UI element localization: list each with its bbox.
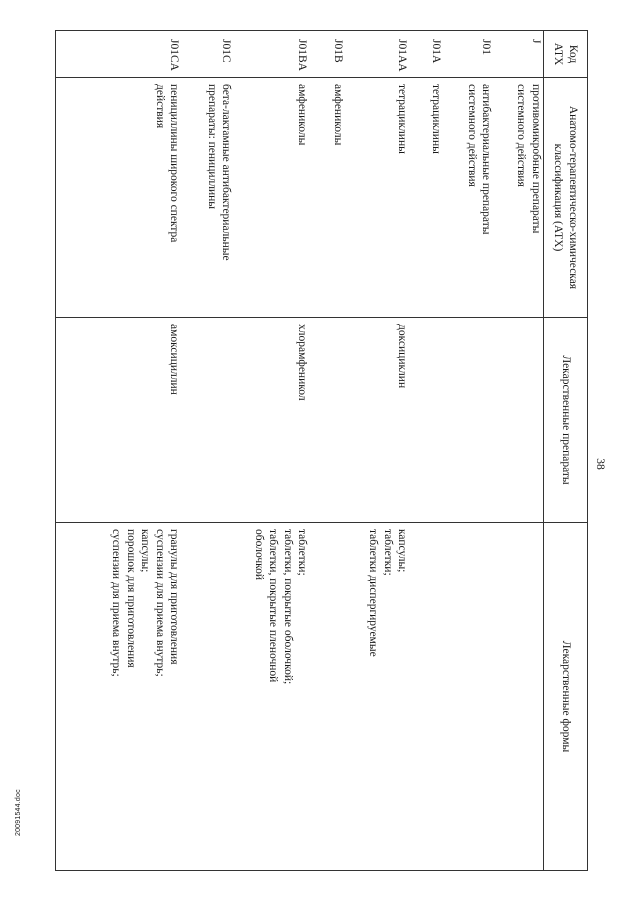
page-number: 38: [594, 458, 606, 470]
cell-forms: [494, 523, 544, 871]
cell-code: J01A: [410, 31, 444, 78]
cell-code: J01C: [182, 31, 234, 78]
drug-table: [55, 30, 588, 871]
header-code: Код АТХ: [544, 31, 588, 78]
table-row: [56, 31, 182, 871]
cell-drug: [182, 318, 234, 523]
cell-drug: доксициклин: [346, 318, 410, 523]
table-row: [444, 31, 494, 871]
header-forms: Лекарственные формы: [544, 523, 588, 871]
cell-code: J01B: [310, 31, 346, 78]
cell-atc: противомикробные препараты системного действия: [494, 78, 544, 318]
cell-forms: капсулы; таблетки; таблетки диспергируемые: [346, 523, 410, 871]
cell-atc: амфениколы: [234, 78, 310, 318]
cell-forms: [182, 523, 234, 871]
table-row: [234, 31, 310, 871]
cell-code: J: [494, 31, 544, 78]
cell-code: J01CA: [56, 31, 182, 78]
cell-forms: [444, 523, 494, 871]
cell-code: J01BA: [234, 31, 310, 78]
table-row: [310, 31, 346, 871]
cell-drug: [494, 318, 544, 523]
cell-atc: бета-лактамные антибактериальные препараты: пенициллины: [182, 78, 234, 318]
cell-atc: амфениколы: [310, 78, 346, 318]
footer-file-code: 20091544.doc: [15, 789, 22, 836]
cell-forms: [310, 523, 346, 871]
rotated-content: [55, 30, 607, 870]
cell-drug: амоксициллин: [56, 318, 182, 523]
cell-drug: [310, 318, 346, 523]
cell-atc: тетрациклины: [410, 78, 444, 318]
cell-drug: [444, 318, 494, 523]
table-row: [182, 31, 234, 871]
table-row: [346, 31, 410, 871]
cell-atc: тетрациклины: [346, 78, 410, 318]
header-drugs: Лекарственные препараты: [544, 318, 588, 523]
cell-atc: антибактериальные препараты системного действия: [444, 78, 494, 318]
cell-forms: таблетки; таблетки, покрытые оболочкой; таблетки, покрытые пленочной оболочкой: [234, 523, 310, 871]
cell-forms: [410, 523, 444, 871]
cell-code: J01AA: [346, 31, 410, 78]
table-row: [410, 31, 444, 871]
cell-code: J01: [444, 31, 494, 78]
cell-atc: пенициллины широкого спектра действия: [56, 78, 182, 318]
table-row: [494, 31, 544, 871]
cell-drug: [410, 318, 444, 523]
header-atc: Анатомо-терапевтическо-химическая классификация (АТХ): [544, 78, 588, 318]
cell-drug: хлорамфеникол: [234, 318, 310, 523]
cell-forms: гранулы для приготовления суспензии для приема внутрь; капсулы; порошок для приготовления суспензии для приема внутрь;: [56, 523, 182, 871]
